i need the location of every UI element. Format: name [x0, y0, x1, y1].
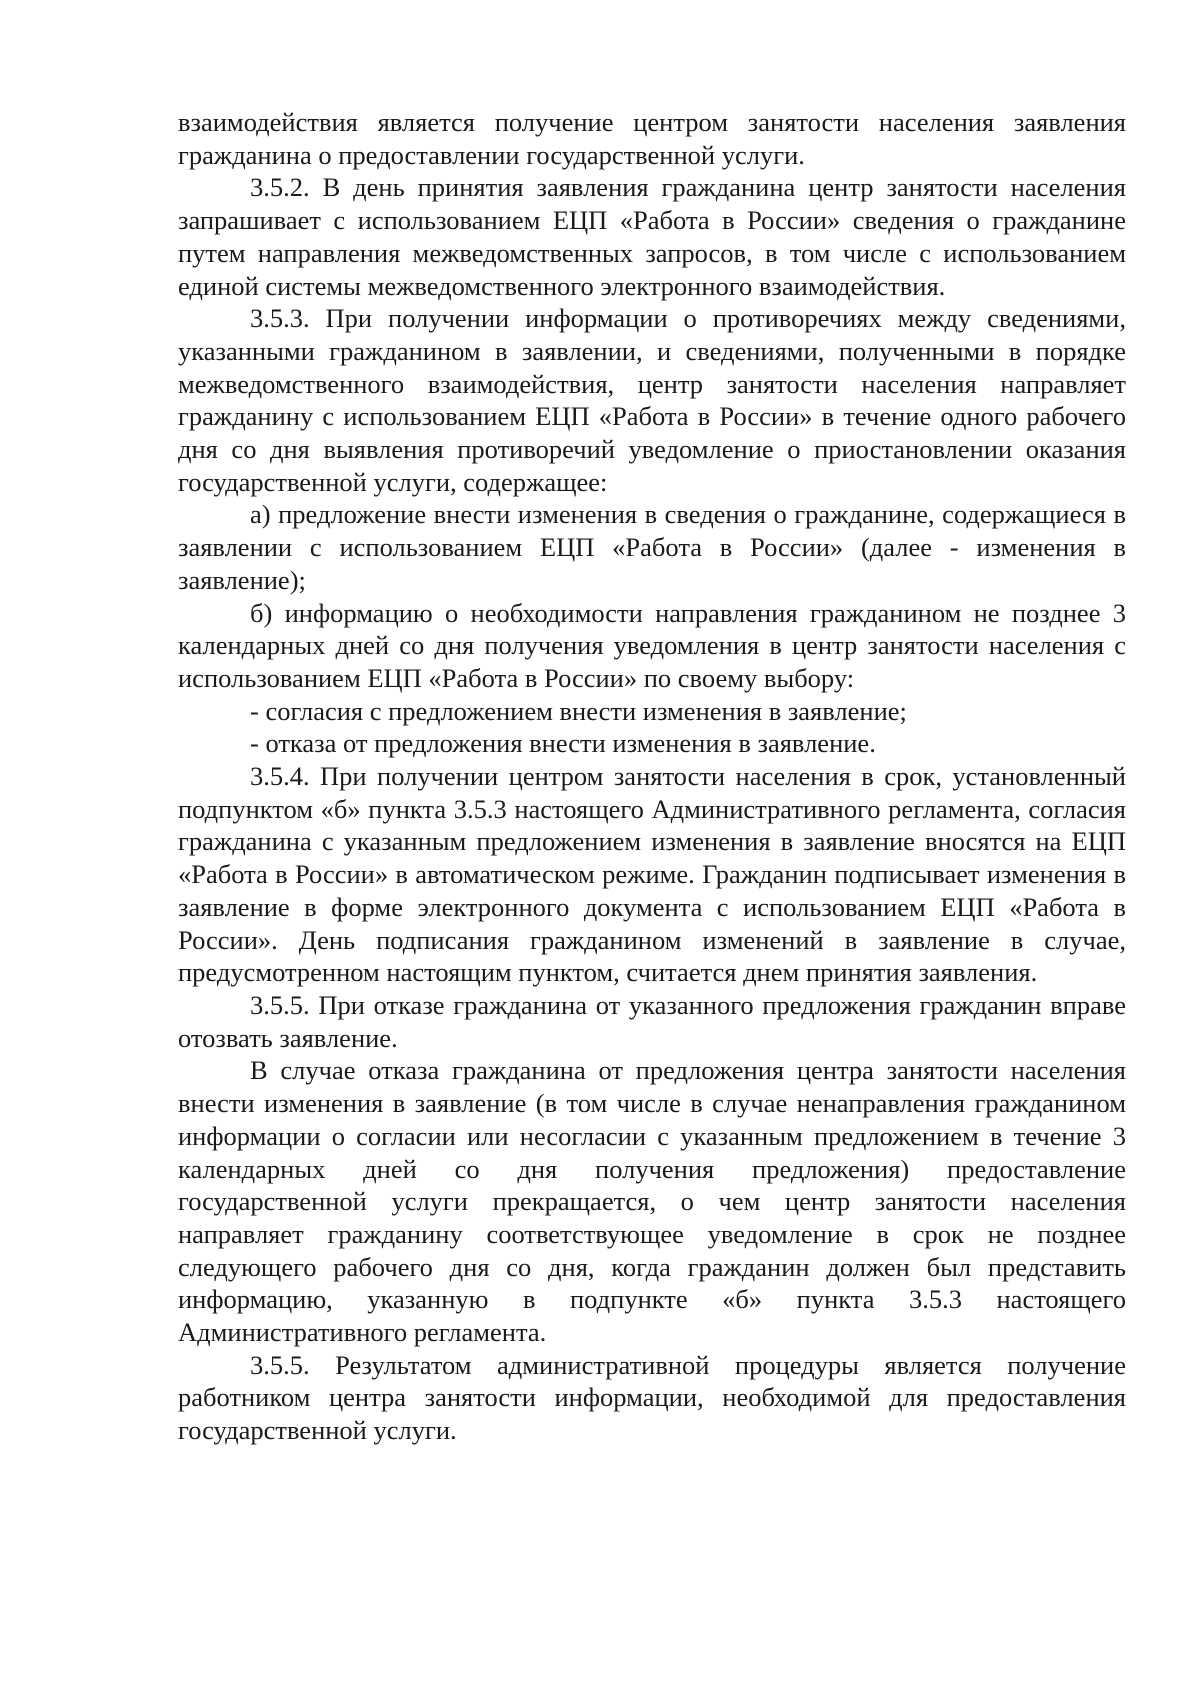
paragraph-3-5-5: 3.5.5. При отказе гражданина от указанного предложения гражданин вправе отозвать заявление.: [178, 989, 1126, 1053]
paragraph-3-5-3: 3.5.3. При получении информации о противоречиях между сведениями, указанными гражданином в заявлении, и сведениями, полученными в порядке межведомственного взаимодействия, центр занятости населения направляет гражданину с использованием ЕЦП «Работа в России» в течение одного рабочего дня со дня выявления противоречий уведомление о приостановлении оказания государственной услуги, содержащее:: [178, 303, 1126, 497]
paragraph-3-5-4: 3.5.4. При получении центром занятости населения в срок, установленный подпунктом «б» пункта 3.5.3 настоящего Административного регламента, согласия гражданина с указанным предложением изменения в заявление вносятся на ЕЦП «Работа в России» в автоматическом режиме. Гражданин подписывает изменения в заявление в форме электронного документа с использованием ЕЦП «Работа в России». День подписания гражданином изменений в заявление в случае, предусмотренном настоящим пунктом, считается днем принятия заявления.: [178, 761, 1126, 988]
dash-item-consent: - согласия с предложением внести изменения в заявление;: [250, 695, 907, 726]
paragraph-3-5-2: 3.5.2. В день принятия заявления гражданина центр занятости населения запрашивает с использованием ЕЦП «Работа в России» сведения о гражданине путем направления межведомственных запросов, в том числе с использованием единой системы межведомственного электронного взаимодействия.: [178, 172, 1126, 301]
dash-item-refusal: - отказа от предложения внести изменения в заявление.: [250, 728, 876, 759]
paragraph-refusal-case: В случае отказа гражданина от предложения центра занятости населения внести изменения в заявление (в том числе в случае ненаправления гражданином информации о согласии или несогласии с указанным предложением в течение 3 календарных дней со дня получения предложения) предоставление государственной услуги прекращается, о чем центр занятости населения направляет гражданину соответствующее уведомление в срок не позднее следующего рабочего дня со дня, когда гражданин должен был представить информацию, указанную в подпункте «б» пункта 3.5.3 настоящего Административного регламента.: [178, 1055, 1126, 1348]
list-item-a: а) предложение внести изменения в сведения о гражданине, содержащиеся в заявлении с использованием ЕЦП «Работа в России» (далее - изменения в заявление);: [178, 499, 1126, 595]
paragraph-3-5-5-result: 3.5.5. Результатом административной процедуры является получение работником центра занятости информации, необходимой для предоставления государственной услуги.: [178, 1349, 1126, 1446]
paragraph-continuation: взаимодействия является получение центром занятости населения заявления гражданина о предоставлении государственной услуги.: [178, 107, 1126, 170]
document-body: [178, 106, 1126, 1447]
list-item-b: б) информацию о необходимости направления гражданином не позднее 3 календарных дней со дня получения уведомления в центр занятости населения с использованием ЕЦП «Работа в России» по своему выбору:: [178, 597, 1126, 693]
